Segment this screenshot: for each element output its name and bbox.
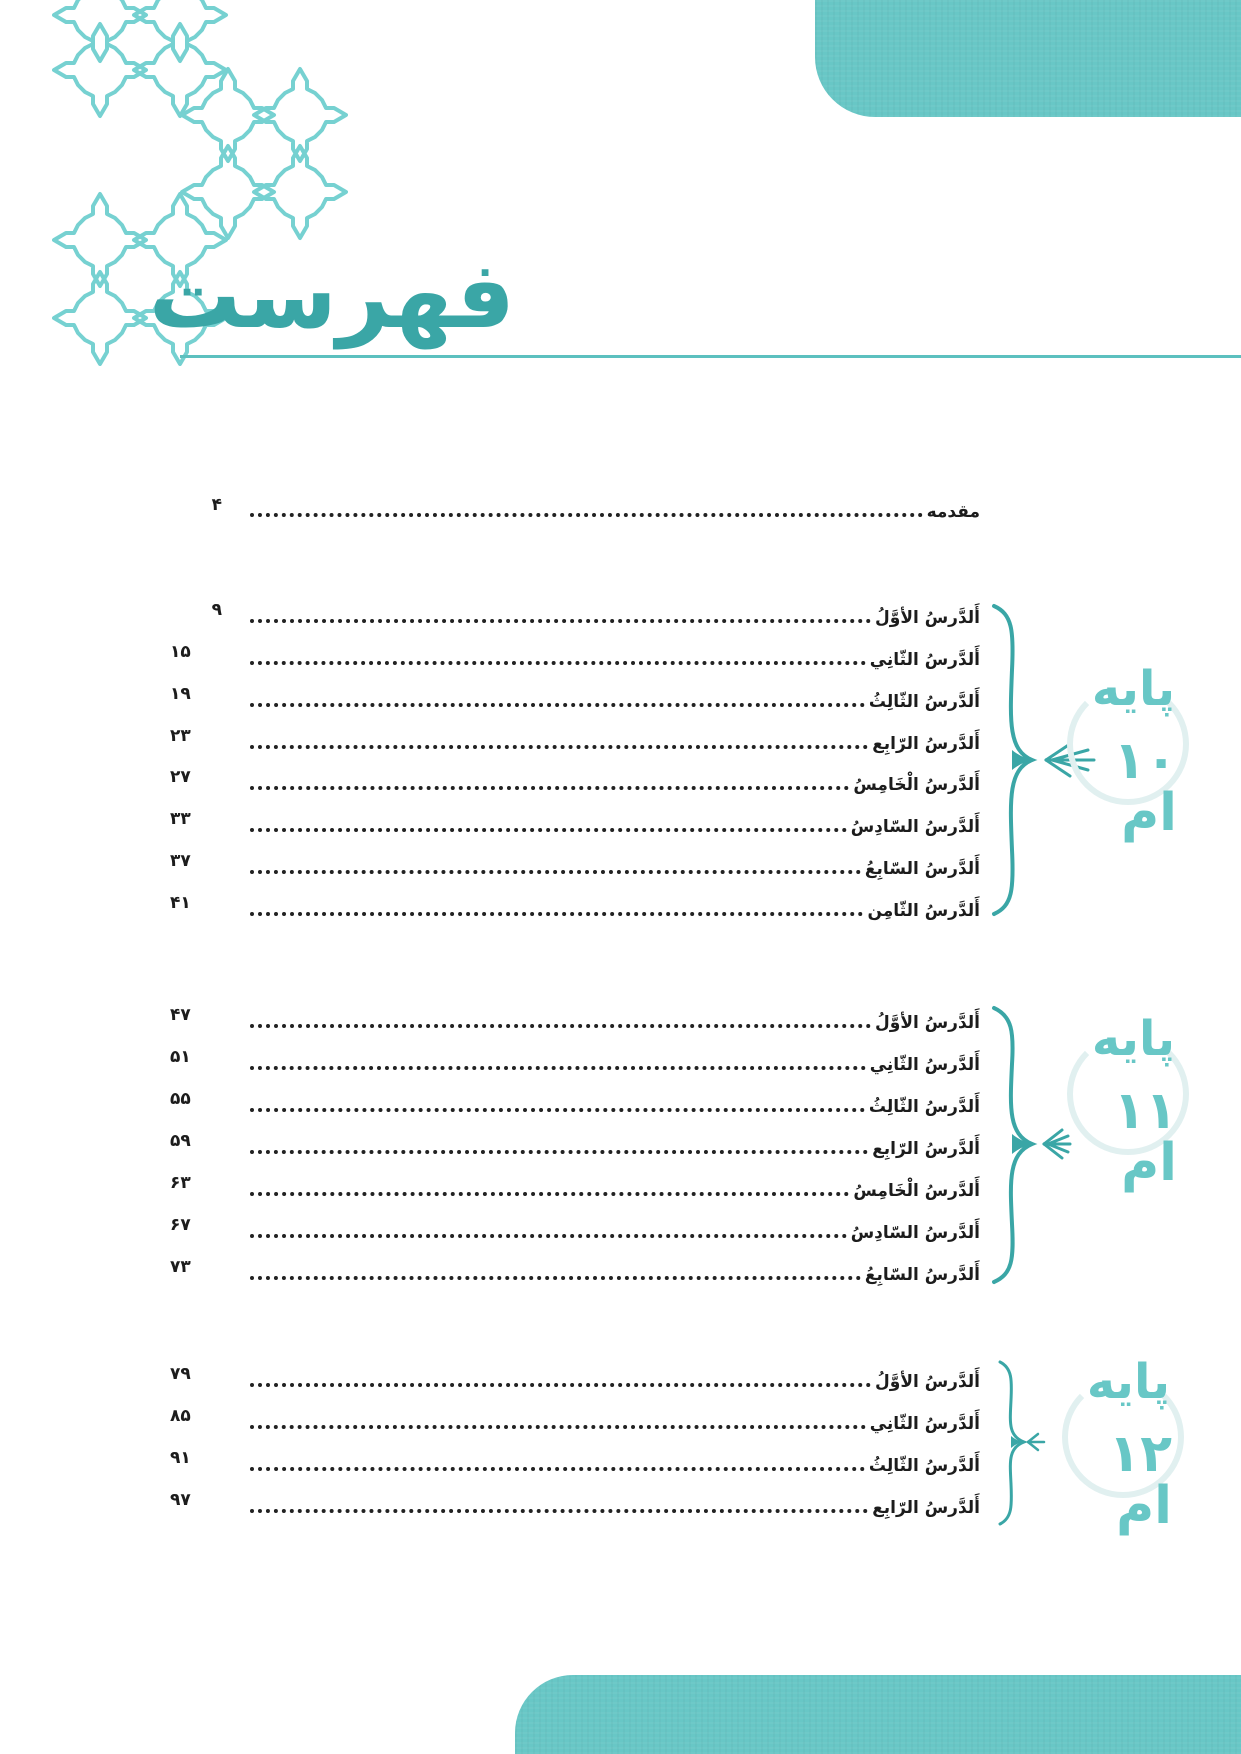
toc-entry-label: أَلدَّرسُ الثّالِثُ <box>868 1456 980 1476</box>
curly-brace-icon <box>996 1358 1046 1528</box>
badge-grade: ۱۱ ام <box>1113 1081 1177 1193</box>
toc-page-number: ۶۷ <box>170 1215 191 1235</box>
dot-leader <box>250 1066 866 1070</box>
dot-leader <box>250 513 923 517</box>
toc-entry-label: أَلدَّرسُ الثّالِثُ <box>868 1097 980 1117</box>
grade-badge-11 <box>1045 1011 1195 1193</box>
dot-leader <box>250 1425 866 1429</box>
dot-leader <box>250 619 871 623</box>
toc-entry-label: أَلدَّرسُ الْخَامِسُ <box>853 1181 980 1201</box>
grade-badge-10 <box>1045 661 1195 843</box>
dot-leader <box>250 1234 847 1238</box>
dot-leader <box>250 1467 865 1471</box>
toc-entry[interactable] <box>250 1255 980 1285</box>
dot-leader <box>250 1276 861 1280</box>
toc-entry[interactable] <box>250 724 980 754</box>
toc-entry-label: أَلدَّرسُ السّادِسُ <box>850 1223 980 1243</box>
toc-entry-label: أَلدَّرسُ الرّابِع <box>872 1498 980 1518</box>
toc-page-number: ۹۷ <box>170 1490 191 1510</box>
dot-leader <box>250 1024 871 1028</box>
dot-leader <box>250 786 849 790</box>
toc-entry[interactable] <box>250 849 980 879</box>
toc-entry[interactable] <box>250 682 980 712</box>
toc-entry[interactable] <box>250 1446 980 1476</box>
toc-entry-label: أَلدَّرسُ الأوَّلُ <box>875 1013 980 1033</box>
toc-page-number: ۳۳ <box>170 809 191 829</box>
toc-page-number: ۳۷ <box>170 851 191 871</box>
toc-page-number: ۲۳ <box>170 726 191 746</box>
toc-page-number: ۶۳ <box>170 1173 191 1193</box>
dot-leader <box>250 703 865 707</box>
toc-entry[interactable] <box>250 1045 980 1075</box>
toc-page-number: ۸۵ <box>170 1406 191 1426</box>
toc-entry-label: أَلدَّرسُ الثّانِي <box>869 650 980 670</box>
dot-leader <box>250 1509 868 1513</box>
page-title: فهرست <box>148 242 515 349</box>
dot-leader <box>250 745 868 749</box>
toc-entry-intro[interactable] <box>250 492 980 522</box>
dot-leader <box>250 1150 868 1154</box>
toc-page-number: ۵۹ <box>170 1131 191 1151</box>
toc-page-number: ۷۹ <box>170 1364 191 1384</box>
toc-entry-label: أَلدَّرسُ السّابِعُ <box>864 859 980 879</box>
toc-entry-label: أَلدَّرسُ السّابِعُ <box>864 1265 980 1285</box>
toc-entry-label: أَلدَّرسُ الثّانِي <box>869 1414 980 1434</box>
badge-label: پایه <box>1091 1011 1175 1067</box>
toc-entry[interactable] <box>250 765 980 795</box>
toc-page-number: ۴ <box>211 495 222 515</box>
toc-page-number: ۲۷ <box>170 767 191 787</box>
toc-page-number: ۱۹ <box>170 684 191 704</box>
toc-entry[interactable] <box>250 598 980 628</box>
toc-entry[interactable] <box>250 1087 980 1117</box>
toc-entry-label: أَلدَّرسُ الأوَّلُ <box>875 608 980 628</box>
toc-entry-label: أَلدَّرسُ السّادِسُ <box>850 817 980 837</box>
toc-entry[interactable] <box>250 891 980 921</box>
toc-entry-label: أَلدَّرسُ الْخَامِسُ <box>853 775 980 795</box>
toc-entry[interactable] <box>250 640 980 670</box>
badge-label: پایه <box>1091 661 1175 717</box>
badge-grade: ۱۲ ام <box>1108 1424 1172 1536</box>
dot-leader <box>250 1192 849 1196</box>
top-decorative-band <box>815 0 1241 117</box>
grade-badge-12 <box>1040 1354 1190 1536</box>
bottom-decorative-band <box>515 1675 1241 1754</box>
toc-entry[interactable] <box>250 1362 980 1392</box>
dot-leader <box>250 870 861 874</box>
toc-entry[interactable] <box>250 807 980 837</box>
toc-entry[interactable] <box>250 1003 980 1033</box>
badge-grade: ۱۰ ام <box>1113 731 1177 843</box>
dot-leader <box>250 1383 871 1387</box>
toc-entry-label: أَلدَّرسُ الأوَّلُ <box>875 1372 980 1392</box>
toc-entry[interactable] <box>250 1213 980 1243</box>
toc-page-number: ۷۳ <box>170 1257 191 1277</box>
toc-page-number: ۴۱ <box>170 893 191 913</box>
badge-label: پایه <box>1086 1354 1170 1410</box>
toc-page-number: ۱۵ <box>170 642 191 662</box>
toc-entry[interactable] <box>250 1171 980 1201</box>
toc-entry-label: أَلدَّرسُ الثّانِي <box>869 1055 980 1075</box>
toc-entry-label: أَلدَّرسُ الثّالِثُ <box>868 692 980 712</box>
toc-page-number: ۵۵ <box>170 1089 191 1109</box>
dot-leader <box>250 1108 865 1112</box>
toc-entry[interactable] <box>250 1129 980 1159</box>
toc-entry[interactable] <box>250 1404 980 1434</box>
dot-leader <box>250 912 863 916</box>
toc-page-number: ۵۱ <box>170 1047 191 1067</box>
dot-leader <box>250 828 847 832</box>
toc-entry-label: مقدمه <box>926 502 980 522</box>
toc-entry-label: أَلدَّرسُ الثّامِن <box>867 901 980 921</box>
toc-entry[interactable] <box>250 1488 980 1518</box>
toc-entry-label: أَلدَّرسُ الرّابِع <box>872 734 980 754</box>
title-underline <box>180 355 1241 358</box>
toc-entry-label: أَلدَّرسُ الرّابِع <box>872 1139 980 1159</box>
dot-leader <box>250 661 866 665</box>
toc-page-number: ۹ <box>211 600 222 620</box>
toc-page-number: ۴۷ <box>170 1005 191 1025</box>
toc-page-number: ۹۱ <box>170 1448 191 1468</box>
